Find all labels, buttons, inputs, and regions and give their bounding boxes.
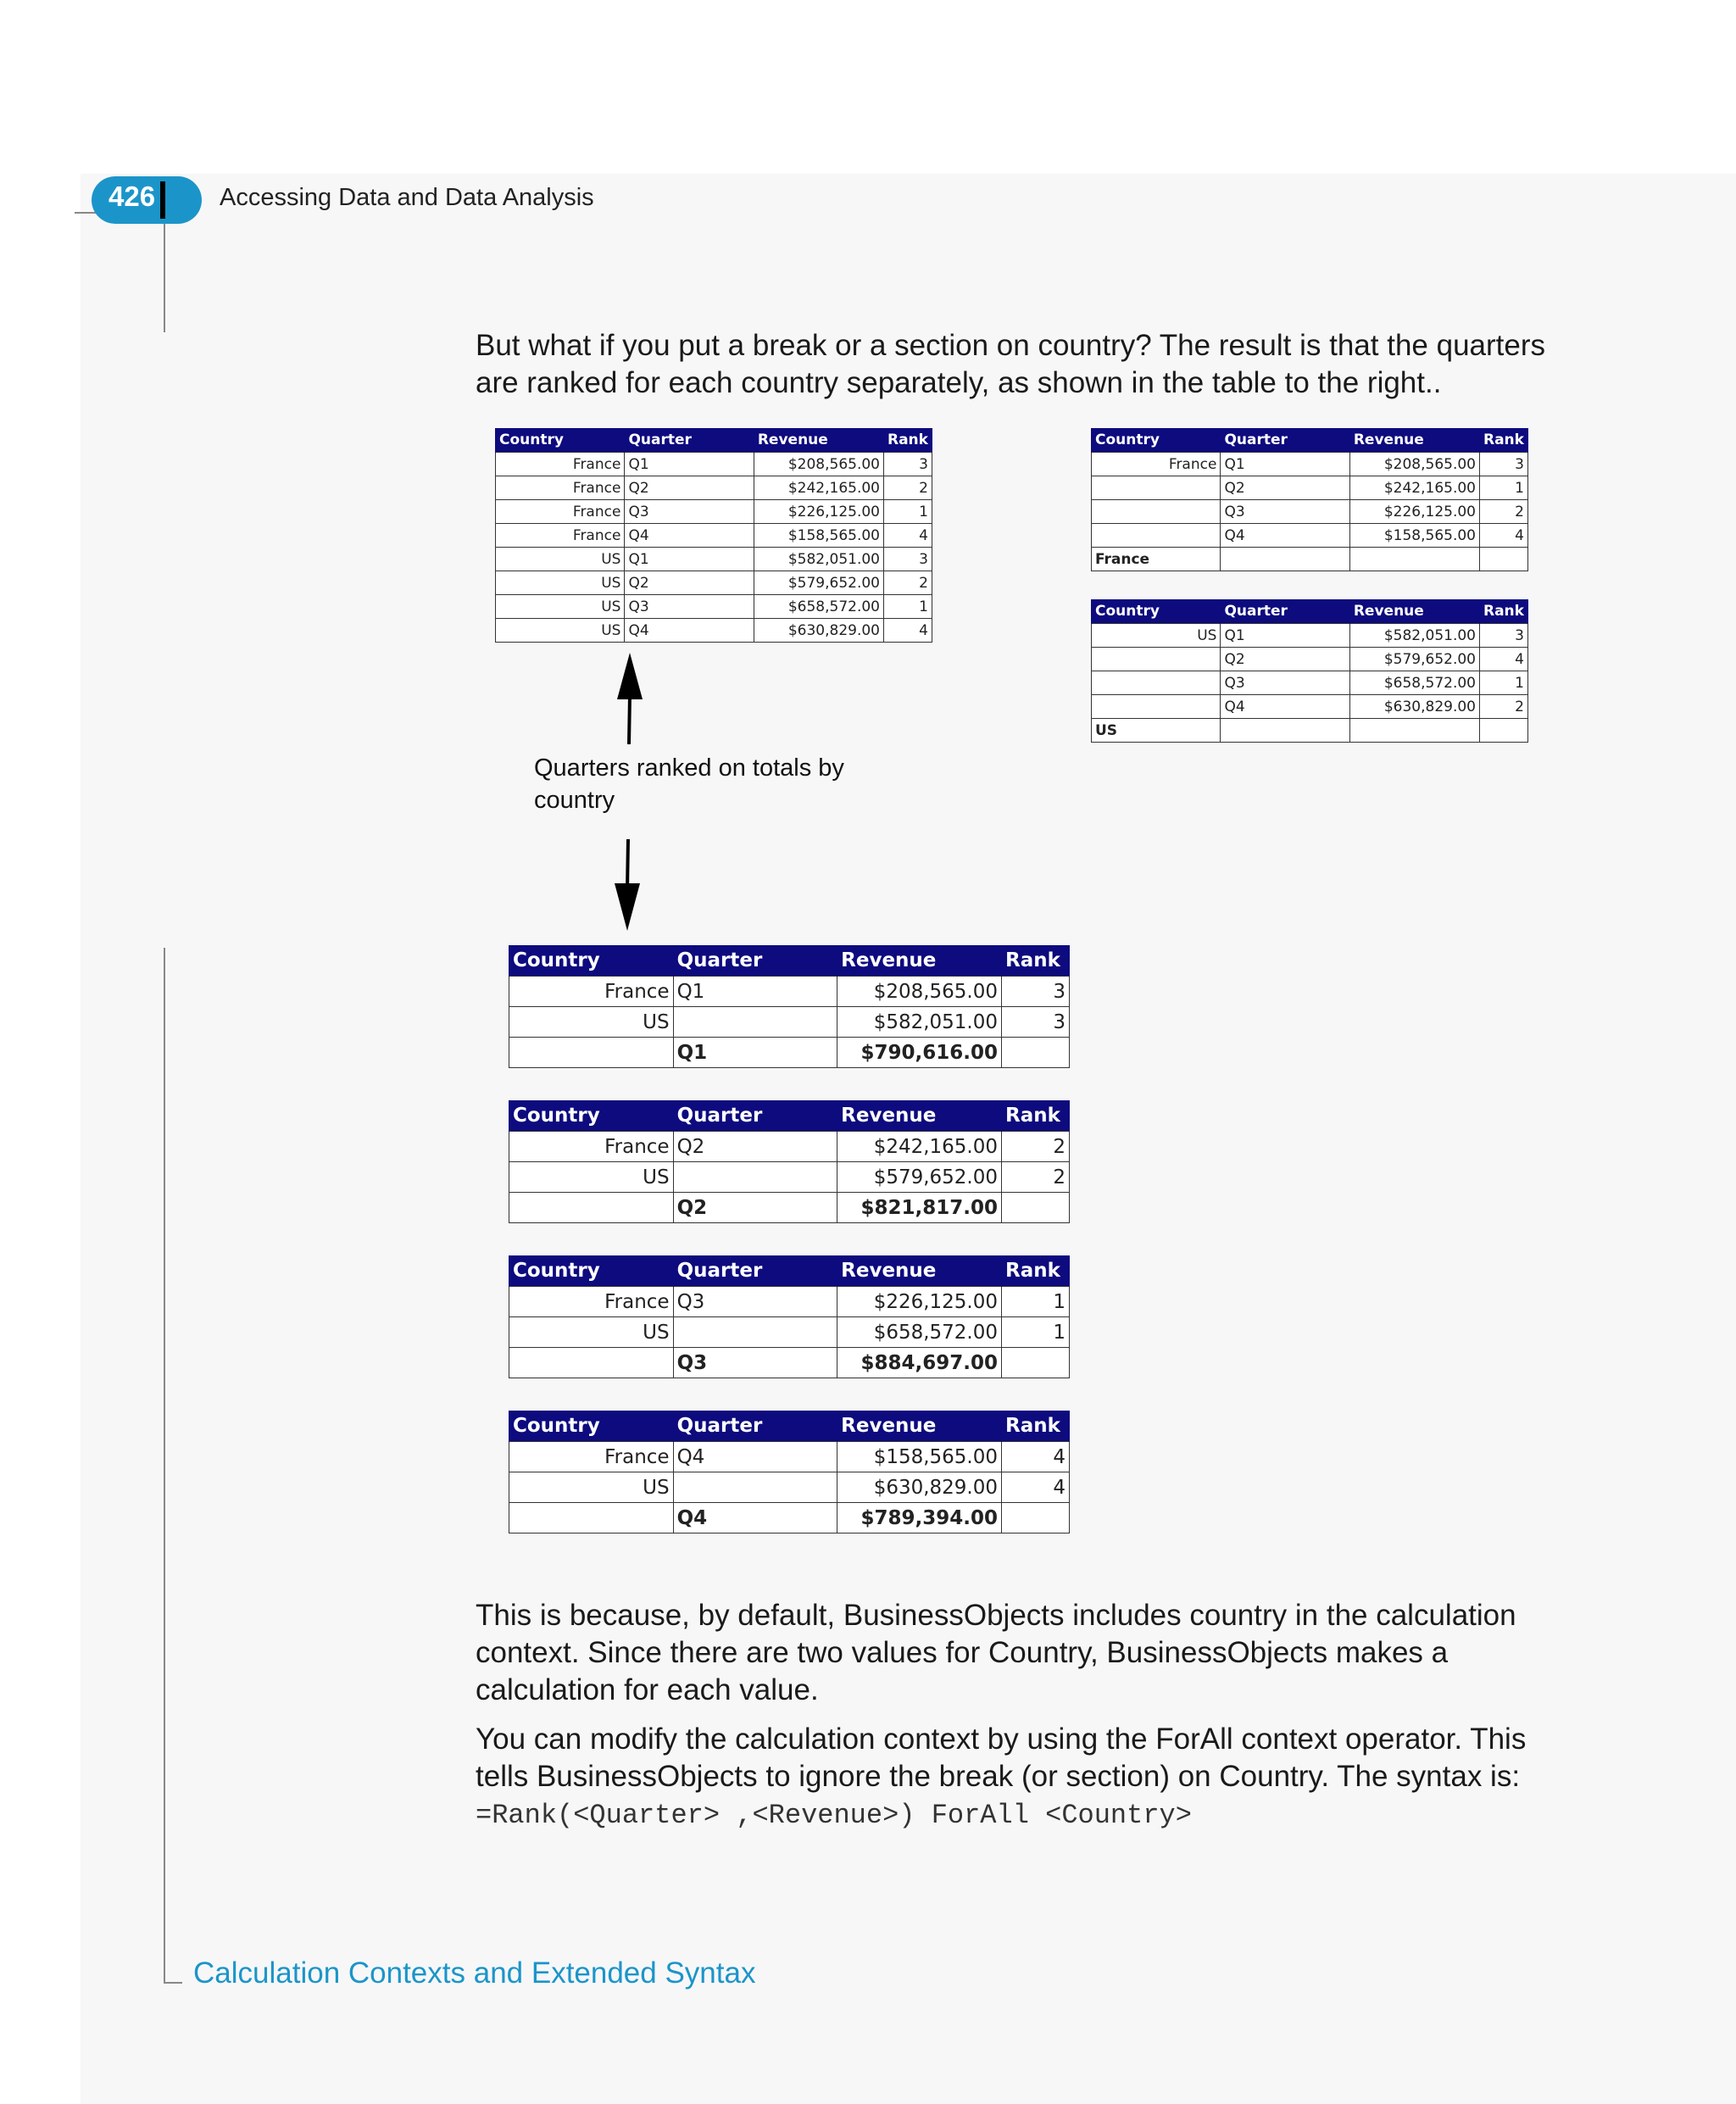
country-cell: US <box>496 571 625 595</box>
column-header-country: Country <box>1092 599 1221 624</box>
quarter-cell: Q1 <box>625 548 754 571</box>
country-cell <box>1092 671 1221 695</box>
quarter-cell: Q1 <box>1221 624 1349 648</box>
column-header-rank: Rank <box>1002 1100 1070 1132</box>
country-cell: US <box>509 1007 674 1038</box>
quarter-cell: Q3 <box>1221 500 1349 524</box>
chapter-title: Accessing Data and Data Analysis <box>220 184 594 211</box>
country-cell <box>1092 500 1221 524</box>
table-row <box>509 1442 1070 1472</box>
table-row <box>509 1132 1070 1162</box>
rank-cell: 3 <box>1480 624 1528 648</box>
country-cell: US <box>496 548 625 571</box>
column-header-revenue: Revenue <box>837 1411 1002 1442</box>
quarter-cell: Q2 <box>673 1132 837 1162</box>
quarter-cell: Q3 <box>673 1287 837 1317</box>
section-footer-row <box>1092 548 1528 571</box>
revenue-cell: $208,565.00 <box>754 453 883 476</box>
section-label: US <box>1092 719 1221 743</box>
column-header-rank: Rank <box>1002 1255 1070 1287</box>
ranking-table-combined <box>495 428 932 643</box>
rank-cell: 3 <box>1480 453 1528 476</box>
country-cell: US <box>496 619 625 643</box>
column-header-quarter: Quarter <box>673 1255 837 1287</box>
revenue-cell: $242,165.00 <box>837 1132 1002 1162</box>
table-header-row <box>1092 599 1528 624</box>
rank-cell: 4 <box>1002 1442 1070 1472</box>
country-cell: US <box>509 1472 674 1503</box>
table-row <box>496 524 932 548</box>
section-footer-row <box>1092 719 1528 743</box>
arrow-up-icon <box>610 653 653 746</box>
total-row <box>509 1348 1070 1378</box>
column-header-revenue: Revenue <box>837 945 1002 977</box>
table-row <box>496 453 932 476</box>
table-row <box>496 548 932 571</box>
page-number: 426 <box>108 181 156 212</box>
rank-cell: 3 <box>1002 977 1070 1007</box>
revenue-cell: $226,125.00 <box>754 500 883 524</box>
arrow-down-icon <box>607 839 649 932</box>
country-cell <box>1092 476 1221 500</box>
rank-cell: 4 <box>1480 648 1528 671</box>
table-row <box>496 500 932 524</box>
quarter-total-value: $821,817.00 <box>837 1193 1002 1223</box>
country-cell <box>1092 695 1221 719</box>
rank-cell: 2 <box>1002 1162 1070 1193</box>
quarter-cell <box>673 1007 837 1038</box>
table-row <box>1092 671 1528 695</box>
country-cell: France <box>509 977 674 1007</box>
quarter-total-label: Q3 <box>673 1348 837 1378</box>
quarter-cell <box>673 1162 837 1193</box>
revenue-cell: $658,572.00 <box>754 595 883 619</box>
quarter-cell: Q1 <box>1221 453 1349 476</box>
column-header-country: Country <box>1092 428 1221 453</box>
revenue-cell: $579,652.00 <box>754 571 883 595</box>
column-header-country: Country <box>509 1411 674 1442</box>
rank-cell: 1 <box>1002 1287 1070 1317</box>
table-row <box>496 571 932 595</box>
table-row <box>1092 524 1528 548</box>
body-paragraph-1: This is because, by default, BusinessObjects includes country in the calculation context. Since there are two values for Country, BusinessObjects makes a calculation for each value. <box>476 1599 1516 1706</box>
footer-rule <box>164 1982 182 1984</box>
country-cell: France <box>496 524 625 548</box>
column-header-quarter: Quarter <box>673 1100 837 1132</box>
revenue-cell: $658,572.00 <box>1349 671 1479 695</box>
rank-cell: 2 <box>1480 500 1528 524</box>
rank-cell: 4 <box>884 619 932 643</box>
body-paragraph-2: You can modify the calculation context by using the ForAll context operator. This tells BusinessObjects to ignore the break (or section) on Country. The syntax is: <box>476 1723 1527 1793</box>
rank-cell: 1 <box>1002 1317 1070 1348</box>
table-header-row <box>509 1100 1070 1132</box>
revenue-cell: $579,652.00 <box>1349 648 1479 671</box>
country-cell: US <box>1092 624 1221 648</box>
quarter-cell: Q4 <box>1221 524 1349 548</box>
revenue-cell: $658,572.00 <box>837 1317 1002 1348</box>
rank-cell: 1 <box>1480 476 1528 500</box>
country-cell: US <box>509 1317 674 1348</box>
quarter-cell: Q4 <box>625 619 754 643</box>
table-header-row <box>1092 428 1528 453</box>
revenue-cell: $158,565.00 <box>754 524 883 548</box>
quarter-cell: Q1 <box>625 453 754 476</box>
column-header-country: Country <box>496 428 625 453</box>
column-header-rank: Rank <box>1002 945 1070 977</box>
quarter-total-label: Q2 <box>673 1193 837 1223</box>
table-row <box>1092 695 1528 719</box>
quarter-cell: Q2 <box>1221 476 1349 500</box>
revenue-cell: $158,565.00 <box>1349 524 1479 548</box>
column-header-country: Country <box>509 1255 674 1287</box>
table-row <box>1092 476 1528 500</box>
quarter-cell: Q3 <box>1221 671 1349 695</box>
quarter-cell: Q4 <box>673 1442 837 1472</box>
table-row <box>509 1317 1070 1348</box>
column-header-quarter: Quarter <box>673 1411 837 1442</box>
revenue-cell: $226,125.00 <box>837 1287 1002 1317</box>
table-row <box>1092 648 1528 671</box>
quarter-total-label: Q4 <box>673 1503 837 1533</box>
revenue-cell: $242,165.00 <box>1349 476 1479 500</box>
revenue-cell: $582,051.00 <box>1349 624 1479 648</box>
column-header-rank: Rank <box>1480 428 1528 453</box>
revenue-cell: $582,051.00 <box>837 1007 1002 1038</box>
page-number-marker <box>160 181 165 219</box>
column-header-country: Country <box>509 945 674 977</box>
rank-cell: 2 <box>884 476 932 500</box>
quarter-cell: Q4 <box>1221 695 1349 719</box>
country-cell: France <box>509 1287 674 1317</box>
margin-rule-top <box>164 212 165 332</box>
rank-cell: 3 <box>884 548 932 571</box>
revenue-cell: $630,829.00 <box>1349 695 1479 719</box>
country-cell: US <box>509 1162 674 1193</box>
syntax-code: =Rank(<Quarter> ,<Revenue>) ForAll <Country> <box>476 1800 1192 1831</box>
column-header-quarter: Quarter <box>625 428 754 453</box>
table-row <box>509 1007 1070 1038</box>
table-row <box>509 977 1070 1007</box>
rank-cell: 4 <box>1480 524 1528 548</box>
column-header-rank: Rank <box>884 428 932 453</box>
rank-cell: 1 <box>884 500 932 524</box>
revenue-cell: $158,565.00 <box>837 1442 1002 1472</box>
column-header-quarter: Quarter <box>673 945 837 977</box>
table-row <box>496 619 932 643</box>
rank-cell: 4 <box>1002 1472 1070 1503</box>
country-cell: France <box>1092 453 1221 476</box>
intro-paragraph: But what if you put a break or a section on country? The result is that the quarters are ranked for each country separately, as shown in the table to the right.. <box>476 329 1545 399</box>
table-row <box>509 1162 1070 1193</box>
revenue-cell: $242,165.00 <box>754 476 883 500</box>
country-cell <box>1092 648 1221 671</box>
table-row <box>509 1287 1070 1317</box>
quarter-table-q1 <box>509 945 1070 1068</box>
table-header-row <box>509 1411 1070 1442</box>
quarter-cell <box>673 1472 837 1503</box>
quarter-cell: Q2 <box>625 476 754 500</box>
rank-cell: 2 <box>884 571 932 595</box>
total-row <box>509 1193 1070 1223</box>
quarter-cell: Q2 <box>1221 648 1349 671</box>
column-header-revenue: Revenue <box>837 1100 1002 1132</box>
quarter-table-q3 <box>509 1255 1070 1378</box>
margin-rule-bottom <box>164 948 165 1984</box>
column-header-revenue: Revenue <box>754 428 883 453</box>
country-cell <box>1092 524 1221 548</box>
quarter-table-q2 <box>509 1100 1070 1223</box>
column-header-country: Country <box>509 1100 674 1132</box>
country-cell: France <box>496 453 625 476</box>
quarter-total-value: $884,697.00 <box>837 1348 1002 1378</box>
rank-cell: 2 <box>1480 695 1528 719</box>
rank-cell: 1 <box>1480 671 1528 695</box>
revenue-cell: $208,565.00 <box>1349 453 1479 476</box>
revenue-cell: $208,565.00 <box>837 977 1002 1007</box>
revenue-cell: $226,125.00 <box>1349 500 1479 524</box>
figure-caption: Quarters ranked on totals by country <box>534 754 844 814</box>
country-cell: France <box>509 1442 674 1472</box>
rank-cell: 4 <box>884 524 932 548</box>
table-header-row <box>496 428 932 453</box>
country-cell: France <box>496 476 625 500</box>
revenue-cell: $582,051.00 <box>754 548 883 571</box>
country-cell: France <box>509 1132 674 1162</box>
table-row <box>1092 453 1528 476</box>
column-header-rank: Rank <box>1480 599 1528 624</box>
country-cell: France <box>496 500 625 524</box>
quarter-cell: Q1 <box>673 977 837 1007</box>
rank-cell: 1 <box>884 595 932 619</box>
rank-cell: 3 <box>1002 1007 1070 1038</box>
total-row <box>509 1038 1070 1068</box>
rank-cell: 3 <box>884 453 932 476</box>
section-label: France <box>1092 548 1221 571</box>
quarter-cell: Q3 <box>625 500 754 524</box>
quarter-cell: Q4 <box>625 524 754 548</box>
revenue-cell: $579,652.00 <box>837 1162 1002 1193</box>
quarter-table-q4 <box>509 1411 1070 1533</box>
column-header-quarter: Quarter <box>1221 599 1349 624</box>
column-header-rank: Rank <box>1002 1411 1070 1442</box>
table-row <box>1092 624 1528 648</box>
ranking-table-france-section <box>1091 428 1528 571</box>
table-row <box>496 595 932 619</box>
table-row <box>1092 500 1528 524</box>
revenue-cell: $630,829.00 <box>754 619 883 643</box>
table-header-row <box>509 1255 1070 1287</box>
quarter-total-value: $789,394.00 <box>837 1503 1002 1533</box>
quarter-cell: Q2 <box>625 571 754 595</box>
table-row <box>496 476 932 500</box>
column-header-quarter: Quarter <box>1221 428 1349 453</box>
country-cell: US <box>496 595 625 619</box>
column-header-revenue: Revenue <box>837 1255 1002 1287</box>
footer-section-link[interactable]: Calculation Contexts and Extended Syntax <box>193 1956 756 1990</box>
column-header-revenue: Revenue <box>1349 599 1479 624</box>
quarter-total-value: $790,616.00 <box>837 1038 1002 1068</box>
column-header-revenue: Revenue <box>1349 428 1479 453</box>
table-header-row <box>509 945 1070 977</box>
total-row <box>509 1503 1070 1533</box>
table-row <box>509 1472 1070 1503</box>
rank-cell: 2 <box>1002 1132 1070 1162</box>
quarter-total-label: Q1 <box>673 1038 837 1068</box>
quarter-cell <box>673 1317 837 1348</box>
revenue-cell: $630,829.00 <box>837 1472 1002 1503</box>
ranking-table-us-section <box>1091 599 1528 743</box>
quarter-cell: Q3 <box>625 595 754 619</box>
